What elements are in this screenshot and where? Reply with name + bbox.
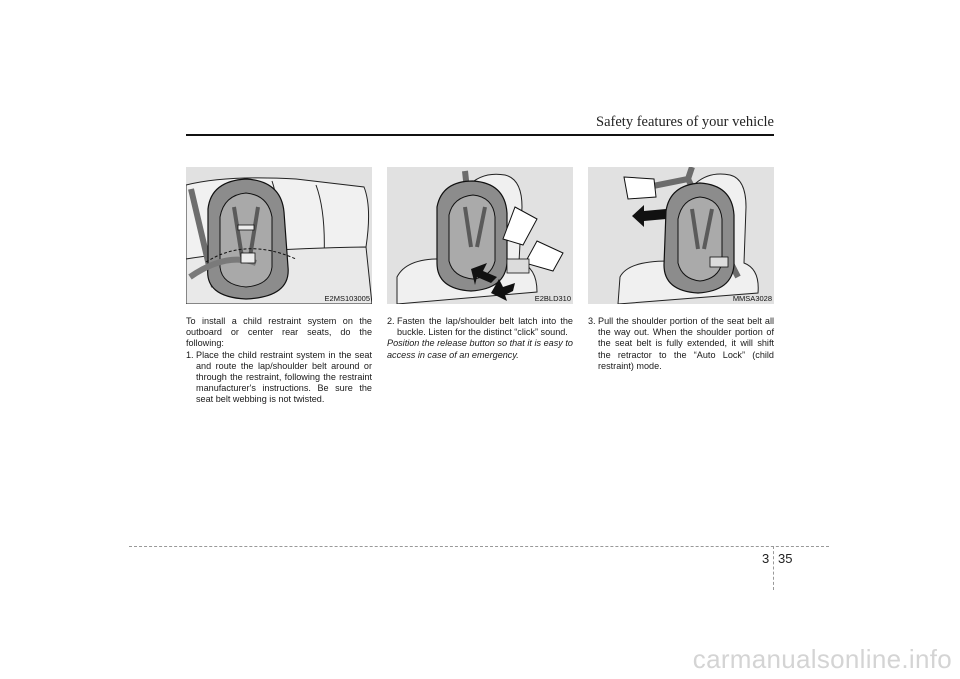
- page-number-divider: [773, 546, 774, 590]
- step-1: [186, 350, 372, 406]
- intro-paragraph: To install a child restraint system on the outboard or center rear seats, do the following:: [186, 316, 372, 349]
- step-number: 3.: [588, 316, 596, 326]
- release-button-note: Position the release button so that it is easy to access in case of an emergency.: [387, 338, 573, 360]
- step-text: Fasten the lap/shoulder belt latch into the buckle. Listen for the distinct “click” sound.: [397, 316, 573, 338]
- column-step-2: [387, 167, 573, 361]
- step-number: 2.: [387, 316, 395, 326]
- step-3: [588, 316, 774, 372]
- step-text: Pull the shoulder portion of the seat belt all the way out. When the shoulder portion of the seat belt is fully extended, it will shift the retractor to the “Auto Lock” (child restraint) mode.: [598, 316, 774, 371]
- page-number: 35: [778, 551, 793, 566]
- section-title: Safety features of your vehicle: [596, 114, 774, 130]
- watermark: carmanualsonline.info: [692, 644, 952, 674]
- step-2: [387, 316, 573, 338]
- figure-code: E2BLD310: [534, 294, 571, 303]
- figure-child-seat-rear: [186, 167, 372, 304]
- step-number: 1.: [186, 349, 194, 360]
- column-step-3: [588, 167, 774, 372]
- column-step-1: [186, 167, 372, 406]
- step-text: Place the child restraint system in the seat and route the lap/shoulder belt around or through the restraint, following the restraint manufacturer's instructions. Be sure the seat belt webbing is not twisted.: [196, 349, 372, 405]
- figure-code: MMSA3028: [732, 294, 772, 303]
- shoulder-belt-pull-illustration: [588, 167, 774, 304]
- chapter-number: 3: [762, 551, 770, 566]
- figure-buckle-latch: [387, 167, 573, 304]
- buckle-latch-illustration: [387, 167, 573, 304]
- figure-shoulder-belt-pull: [588, 167, 774, 304]
- footer-rule: [129, 546, 829, 547]
- child-seat-rear-illustration: [186, 167, 372, 304]
- header-rule: [186, 134, 774, 136]
- figure-code: E2MS103005: [324, 294, 370, 303]
